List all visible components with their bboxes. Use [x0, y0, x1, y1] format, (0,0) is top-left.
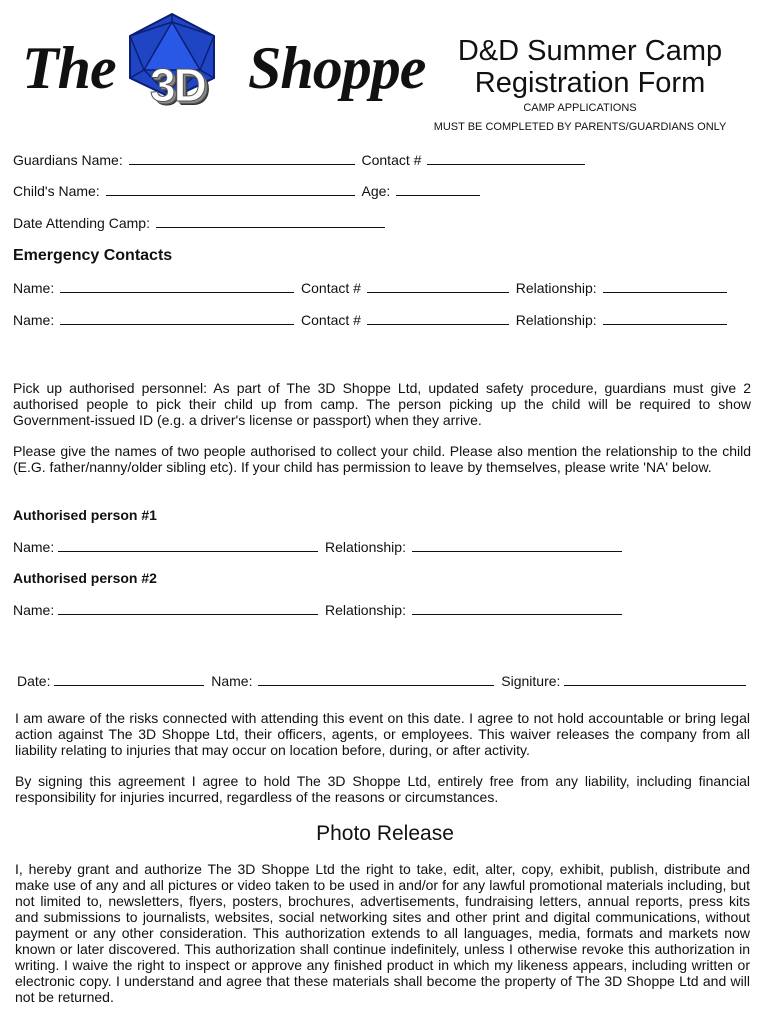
form-subtitle-instructions: MUST BE COMPLETED BY PARENTS/GUARDIANS ONLY: [433, 121, 727, 133]
form-title-line1: D&D Summer Camp: [457, 35, 723, 67]
emergency-contact-row: [13, 280, 730, 296]
authorised-relationship-label: Relationship:: [325, 539, 406, 555]
signature-date-field[interactable]: [54, 673, 204, 686]
pickup-policy-paragraph: Pick up authorised personnel: As part of The 3D Shoppe Ltd, updated safety procedure, guardians must give 2 authorised people to pick their child up from camp. The person picking up the child will be required to show Government-issued ID (e.g. a driver's license or passport) when they arrive.: [13, 380, 751, 428]
signature-date-label: Date:: [17, 673, 51, 689]
photo-release-paragraph: I, hereby grant and authorize The 3D Shoppe Ltd the right to take, edit, alter, copy, exhibit, publish, distribute and make use of any and all pictures or video taken to be used in and/or for any lawful promotional materials including, but not limited to, newsletters, flyers, posters, brochures, advertisements, fundraising letters, annual reports, press kits and submissions to journalists, websites, social networking sites and other print and digital communications, without payment or any other consideration. This authorization extends to all languages, media, formats and markets now known or later discovered. This authorization shall continue indefinitely, unless I otherwise revoke this authorization in writing. I waive the right to inspect or approve any finished product in which my likeness appears, including written or electronic copy. I understand and agree that these materials shall become the property of The 3D Shoppe Ltd and will not be returned.: [15, 861, 750, 1005]
authorised-1-relationship-field[interactable]: [412, 539, 622, 552]
child-name-field[interactable]: [106, 183, 355, 196]
signature-row: [17, 673, 749, 689]
signature-signiture-label: Signiture:: [501, 673, 561, 689]
authorised-2-name-field[interactable]: [58, 602, 318, 615]
logo: [18, 10, 438, 110]
emergency-contact-field[interactable]: [367, 312, 509, 325]
emergency-relationship-label: Relationship:: [515, 280, 597, 296]
child-name-label: Child's Name:: [13, 183, 100, 199]
date-attending-label: Date Attending Camp:: [13, 215, 150, 231]
logo-word-shoppe: Shoppe: [248, 35, 426, 101]
signature-name-field[interactable]: [258, 673, 494, 686]
authorised-person-2-heading: Authorised person #2: [13, 570, 157, 586]
guardian-contact-label: Contact #: [361, 152, 422, 168]
waiver-liability-paragraph: By signing this agreement I agree to hold The 3D Shoppe Ltd, entirely free from any liability, including financial responsibility for injuries incurred, regardless of the reasons or circumstances.: [15, 773, 750, 805]
authorised-name-label: Name:: [13, 602, 55, 618]
guardian-name-field[interactable]: [129, 152, 355, 165]
pickup-names-paragraph: Please give the names of two people authorised to collect your child. Please also mention the relationship to the child (E.G. father/nanny/older sibling etc). If your child has permission to leave by themselves, please write 'NA' below.: [13, 443, 751, 475]
logo-word-3d: 3D: [150, 59, 205, 111]
date-attending-row: [13, 215, 388, 231]
form-subtitle-applications: CAMP APPLICATIONS: [523, 102, 637, 114]
emergency-relationship-label: Relationship:: [515, 312, 597, 328]
emergency-contact-label: Contact #: [301, 280, 361, 296]
guardian-name-row: [13, 152, 588, 168]
child-age-field[interactable]: [396, 183, 480, 196]
authorised-person-1-heading: Authorised person #1: [13, 507, 157, 523]
authorised-1-name-field[interactable]: [58, 539, 318, 552]
emergency-name-field[interactable]: [60, 280, 294, 293]
logo-word-the: The: [22, 35, 116, 101]
emergency-name-label: Name:: [13, 312, 55, 328]
emergency-contacts-heading: Emergency Contacts: [13, 247, 173, 264]
emergency-name-field[interactable]: [60, 312, 294, 325]
child-age-label: Age:: [361, 183, 391, 199]
guardian-name-label: Guardians Name:: [13, 152, 123, 168]
child-name-row: [13, 183, 483, 199]
authorised-name-label: Name:: [13, 539, 55, 555]
signature-signiture-field[interactable]: [564, 673, 746, 686]
authorised-person-2-row: [13, 602, 625, 618]
emergency-relationship-field[interactable]: [603, 280, 727, 293]
photo-release-heading: Photo Release: [316, 822, 454, 845]
authorised-2-relationship-field[interactable]: [412, 602, 622, 615]
authorised-person-1-row: [13, 539, 625, 555]
guardian-contact-field[interactable]: [427, 152, 585, 165]
emergency-relationship-field[interactable]: [603, 312, 727, 325]
emergency-contact-row: [13, 312, 730, 328]
waiver-risk-paragraph: I am aware of the risks connected with attending this event on this date. I agree to not hold accountable or bring legal action against The 3D Shoppe Ltd, their officers, agents, or employees. This waiver releases the company from all liability relating to injuries that may occur on location before, during, or after activity.: [15, 710, 750, 758]
emergency-contact-label: Contact #: [301, 312, 361, 328]
date-attending-field[interactable]: [156, 215, 385, 228]
emergency-contact-field[interactable]: [367, 280, 509, 293]
authorised-relationship-label: Relationship:: [325, 602, 406, 618]
signature-name-label: Name:: [211, 673, 253, 689]
form-title-line2: Registration Form: [474, 67, 706, 99]
emergency-name-label: Name:: [13, 280, 55, 296]
